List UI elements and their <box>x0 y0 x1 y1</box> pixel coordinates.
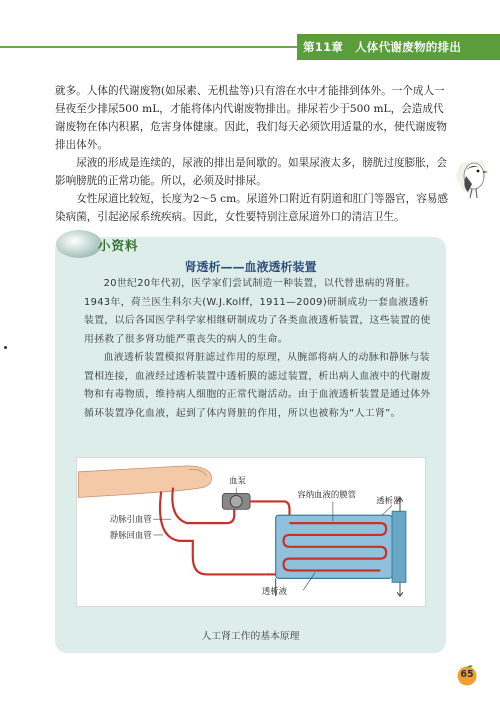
label-dialysate: 透析液 <box>261 586 287 597</box>
info-box-title: 肾透析——血液透析装置 <box>184 260 317 274</box>
body-paragraph-3: 女性尿道比较短，长度为2～5 cm。尿道外口附近有阴道和肛门等器官，容易感染病菌，引起泌尿系统疾病。因此，女性要特别注意尿道外口的清洁卫生。 <box>55 193 449 223</box>
body-paragraph-1: 就多。人体的代谢废物(如尿素、无机盐等)只有溶在水中才能排到体外。一个成人一昼夜至少排尿500 mL，才能将体内代谢废物排出。排尿若少于500 mL，会造成代谢废物在体内积累，危害身体健康。因此，我们每天必须饮用适量的水，使代谢废物排出体外。 <box>55 85 447 151</box>
page-number <box>456 664 478 686</box>
info-box-text <box>84 275 432 423</box>
body-paragraph-2: 尿液的形成是连续的，尿液的排出是间歇的。如果尿液太多，膀胱过度膨胀，会影响膀胱的正常功能。所以，必须及时排尿。 <box>55 157 447 187</box>
chapter-title: 第11章 人体代谢废物的排出 <box>297 34 500 60</box>
header-rule <box>0 46 300 48</box>
arm-illustration <box>78 466 211 498</box>
chapter-header <box>0 34 500 60</box>
body-text <box>55 82 450 226</box>
bird-illustration <box>452 156 492 200</box>
label-dialyzer: 透析器 <box>376 495 402 506</box>
diagram-caption: 人工肾工作的基本原理 <box>201 631 300 642</box>
blood-pump-icon <box>222 494 250 510</box>
cd-disc-icon <box>56 230 102 258</box>
dialyzer <box>276 511 406 582</box>
dialysis-diagram <box>76 457 426 607</box>
label-membrane-tube: 容纳血液的膜管 <box>297 489 356 500</box>
margin-dot <box>4 346 7 349</box>
info-paragraph-2: 血液透析装置模拟肾脏滤过作用的原理，从腕部将病人的动脉和静脉与装置相连接，血液经过透析装置中透析膜的滤过装置，析出病人血液中的代谢废物和有毒物质，维持病人细胞的正常代谢活动。由于血液透析装置是通过体外循环装置净化血液，起到了体内肾脏的作用，所以也被称为“人工肾”。 <box>84 352 431 419</box>
info-paragraph-1: 20世纪20年代初，医学家们尝试制造一种装置，以代替患病的肾脏。1943年，荷兰医生科尔夫(W.J.Kolff，1911—2009)研制成功一套血液透析装置，以后各国医学科学家相继研制成功了各类血液透析装置，这些装置的使用拯救了很多肾功能严重丧失的病人的生命。 <box>84 278 431 345</box>
label-artery-tube: 动脉引血管 <box>109 514 152 525</box>
label-vein-tube: 静脉回血管 <box>109 529 152 540</box>
page-number-text: 65 <box>460 669 474 680</box>
label-pump: 血泵 <box>229 475 247 486</box>
info-box-label: 小资料 <box>98 238 139 253</box>
